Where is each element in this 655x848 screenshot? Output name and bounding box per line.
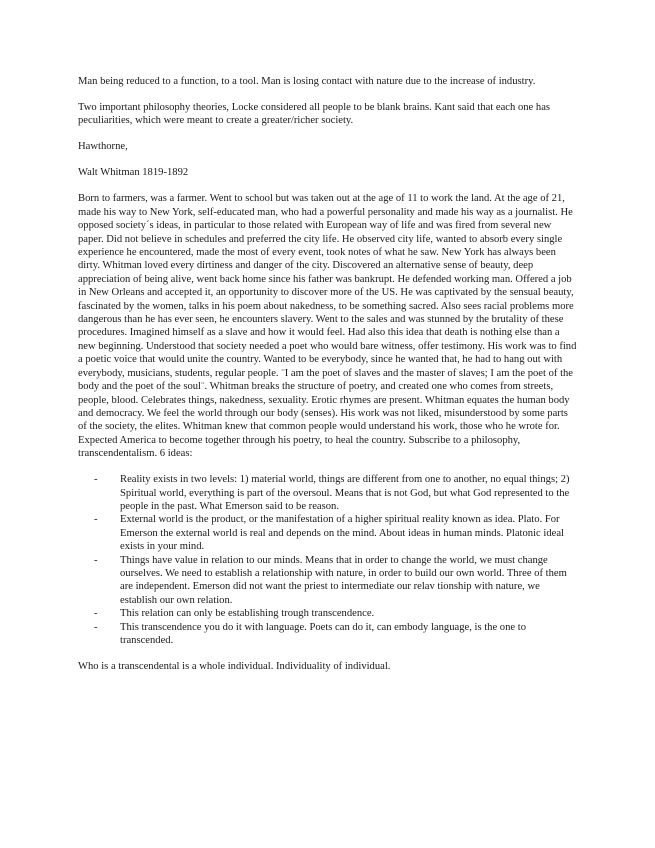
list-bullet: - <box>94 608 98 620</box>
paragraph-hawthorne: Hawthorne, <box>78 141 128 153</box>
paragraph-transcendental-individual: Who is a transcendental is a whole individual. Individuality of individual. <box>78 661 391 672</box>
list-bullet: - <box>94 554 98 566</box>
list-item <box>78 607 578 620</box>
list-item-text: External world is the product, or the manifestation of a higher spiritual reality known as idea. Plato. For Emerson the external world is real and depends on the mind. About ideas in human minds. Platonic ideal exists in your mind. <box>120 514 564 553</box>
list-item-text: Reality exists in two levels: 1) material world, things are different from one to another, no equal things; 2) Spiritual world, everything is part of the oversoul. Means that is not God, but what God represented to the people in the past. What Emerson said to be reason. <box>120 474 570 512</box>
paragraph-philosophy-theories: Two important philosophy theories, Locke considered all people to be blank brains. Kant said that each one has peculiarities, which were meant to create a greater/richer society. <box>78 102 551 127</box>
list-item <box>78 473 578 513</box>
list-item <box>78 554 578 608</box>
list-item <box>78 513 578 553</box>
document-body <box>78 75 578 686</box>
list-item-text: This relation can only be establishing trough transcendence. <box>120 608 375 620</box>
heading-walt-whitman: Walt Whitman 1819-1892 <box>78 167 189 179</box>
paragraph-industry: Man being reduced to a function, to a tool. Man is losing contact with nature due to the increase of industry. <box>78 76 536 87</box>
list-bullet: - <box>94 621 98 633</box>
list-bullet: - <box>94 474 98 486</box>
paragraph-whitman-biography: Born to farmers, was a farmer. Went to school but was taken out at the age of 11 to work the land. At the age of 21, made his way to New York, self-educated man, who had a powerful personality and made his way as a journalist. He opposed society´s ideas, in particular to those related with European way of life and was fired from several new paper. Did not believe in schedules and preferred the city life. He observed city life, wanted to absorb every single experience he encountered, made the most of every event, took notes of what he saw. New York has always been dirty. Whitman loved every dirtiness and danger of the city. Discovered an alternative sense of beauty, deep appreciation of being alive, went back home since his father was bankrupt. He defended working man. Offered a job in New Orleans and accepted it, an opportunity to discover more of the US. He was captivated by the sensual beauty, fascinated by the women, talks in his poem about nakedness, to be something sacred. Also sees racial problems more dangerous than he has ever seen, he encounters slavery. Went to the sales and was stunned by the brutality of these procedures. Imagined himself as a slave and how it would feel. Had also this idea that death is nothing else than a new beginning. Understood that society needed a poet who would bare witness, offer testimony. His work was to find a poetic voice that would unite the country. Wanted to be everybody, since he wanted that, he had to hang out with everybody, musicians, students, regular people. ¨I am the poet of slaves and the master of slaves; I am the poet of the body and the poet of the soul¨. Whitman breaks the structure of poetry, and created one who comes from streets, people, blood. Celebrates things, nakedness, sexuality. Erotic rhymes are present. Whitman equates the human body and democracy. We feel the world through our body (senses). His work was not liked, misunderstood by some parts of the society, the elites. Whitman knew that common people would understand his work, those who he wrote for. Expected America to become together through his poetry, to heal the country. Subscribe to a philosophy, transcendentalism. 6 ideas: <box>78 193 577 460</box>
list-item-text: Things have value in relation to our minds. Means that in order to change the world, we must change ourselves. We need to establish a relationship with nature, in order to build our own world. Three of them are independent. Emerson did not want the priest to intermediate our relav tionship with nature, we establish our own relation. <box>120 554 567 606</box>
transcendentalism-ideas-list <box>78 473 578 647</box>
list-item <box>78 621 578 648</box>
list-item-text: This transcendence you do it with language. Poets can do it, can embody language, is the one to transcended. <box>120 621 526 646</box>
list-bullet: - <box>94 514 98 526</box>
